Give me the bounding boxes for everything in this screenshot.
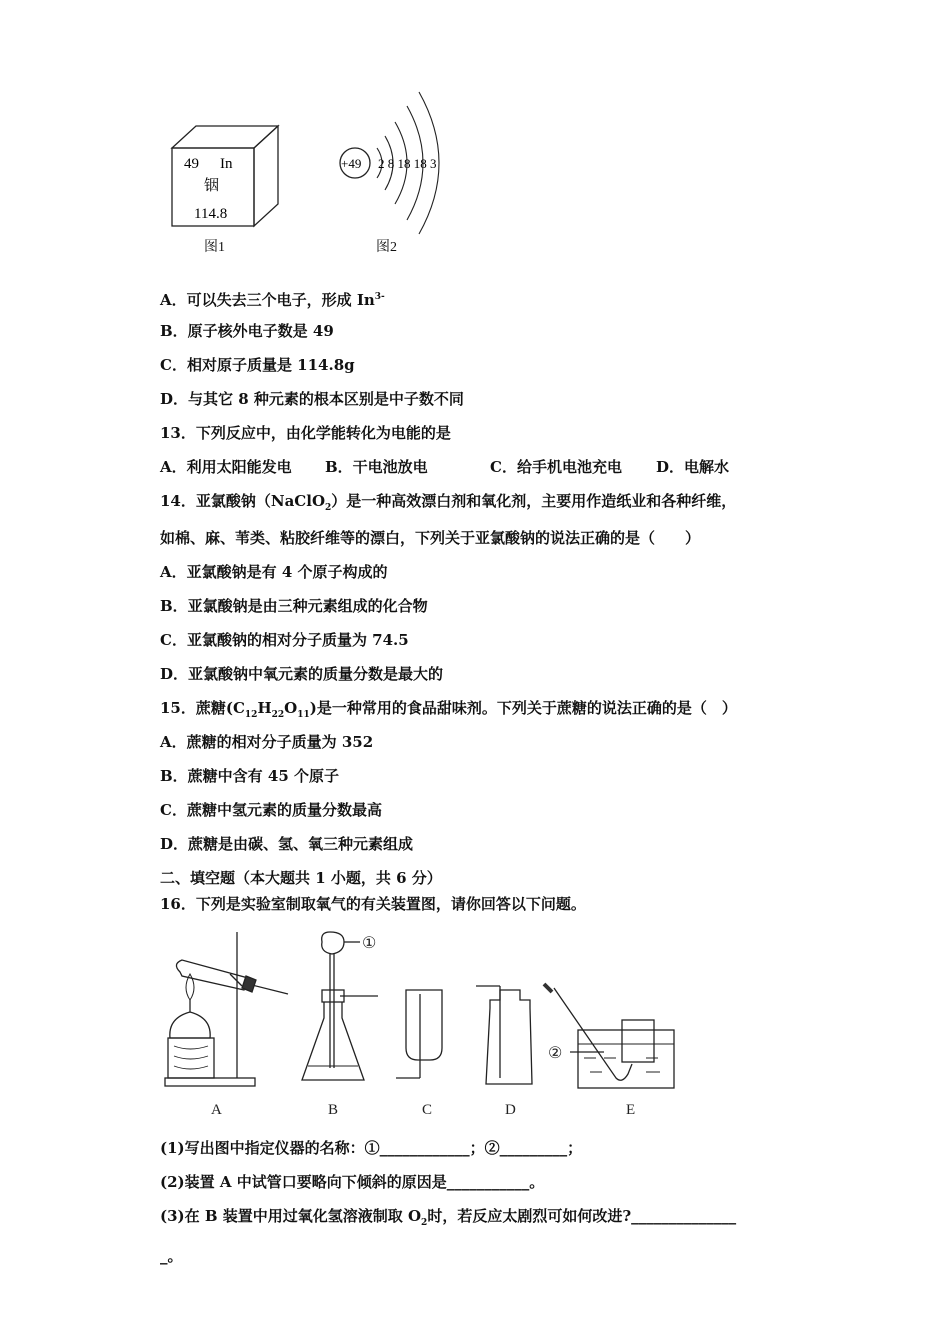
q14-option-b: B．亚氯酸钠是由三种元素组成的化合物 <box>160 597 428 615</box>
cube-top-face <box>172 126 278 148</box>
q16-sub2: (2)装置 A 中试管口要略向下倾斜的原因是___________。 <box>160 1173 545 1191</box>
nucleus-charge: +49 <box>341 156 362 171</box>
q12-option-c: C．相对原子质量是 114.8g <box>160 356 355 374</box>
apparatus-e <box>544 984 674 1088</box>
q14-option-a: A．亚氯酸钠是有 4 个原子构成的 <box>160 563 388 581</box>
bottle-c <box>406 990 442 1060</box>
q13-stem: 13．下列反应中，由化学能转化为电能的是 <box>160 424 451 442</box>
trough <box>578 1030 674 1088</box>
q15-option-c: C．蔗糖中氢元素的质量分数最高 <box>160 801 382 819</box>
q12-option-b: B．原子核外电子数是 49 <box>160 322 334 340</box>
apparatus-b <box>302 932 378 1080</box>
label-d: D <box>505 1102 516 1118</box>
q13-option-d: D．电解水 <box>656 458 730 476</box>
label-c: C <box>422 1102 433 1118</box>
apparatus-a <box>165 932 288 1086</box>
q15-option-a: A．蔗糖的相对分子质量为 352 <box>160 733 374 751</box>
apparatus-figure <box>160 928 690 1120</box>
wood-block <box>168 1038 214 1078</box>
alcohol-lamp <box>170 1012 210 1038</box>
stand-base <box>165 1078 255 1086</box>
q12-option-a: A．可以失去三个电子，形成 $In^{3-}$ <box>160 291 385 309</box>
q14-option-c: C．亚氯酸钠的相对分子质量为 74.5 <box>160 631 409 649</box>
wood-grain <box>174 1046 208 1069</box>
q15-stem: 15．蔗糖$(C_{12}H_{22}O_{11})$是一种常用的食品甜味剂。下列关于蔗糖的说法正确的是（ ） <box>160 699 737 720</box>
apparatus-d <box>476 986 532 1084</box>
element-symbol: In <box>220 156 233 172</box>
tube-e-end <box>544 984 552 992</box>
label-e: E <box>626 1102 636 1118</box>
q16-sub3-continued: _。 <box>160 1247 183 1265</box>
figure-1-caption: 图1 <box>204 240 225 255</box>
q14-stem-line2: 如棉、麻、苇类、粘胶纤维等的漂白，下列关于亚氯酸钠的说法正确的是（ ） <box>160 529 701 547</box>
q15-option-d: D．蔗糖是由碳、氢、氧三种元素组成 <box>160 835 414 853</box>
atomic-mass: 114.8 <box>194 206 228 222</box>
cube-side-face <box>254 126 278 226</box>
section-2-heading: 二、填空题（本大题共 1 小题，共 6 分） <box>160 869 442 887</box>
funnel-bulb <box>322 932 344 954</box>
element-name: 铟 <box>204 178 220 194</box>
q13-option-a: A．利用太阳能发电 <box>160 458 292 476</box>
atomic-number: 49 <box>184 156 199 172</box>
label-b: B <box>328 1102 339 1118</box>
q15-option-b: B．蔗糖中含有 45 个原子 <box>160 767 339 785</box>
label-a: A <box>211 1102 222 1118</box>
q16-stem: 16．下列是实验室制取氧气的有关装置图，请你回答以下问题。 <box>160 895 586 913</box>
element-cell-figure <box>160 120 290 230</box>
mark-2: ② <box>548 1045 563 1062</box>
figure-2-caption: 图2 <box>376 240 397 255</box>
q16-sub1: (1)写出图中指定仪器的名称：①____________；②_________； <box>160 1139 583 1157</box>
mark-1: ① <box>362 935 377 952</box>
apparatus-c <box>396 990 442 1078</box>
collection-bottle <box>622 1020 654 1062</box>
delivery-tube-e <box>554 988 632 1080</box>
q13-option-c: C．给手机电池充电 <box>490 458 622 476</box>
conical-flask <box>302 1002 364 1080</box>
q14-stem-line1: 14．亚氯酸钠（NaClO$_2$）是一种高效漂白剂和氧化剂，主要用作造纸业和各种纤维， <box>160 492 737 513</box>
q12-option-d: D．与其它 8 种元素的根本区别是中子数不同 <box>160 390 464 408</box>
atom-structure-figure <box>335 88 465 236</box>
q14-option-d: D．亚氯酸钠中氧元素的质量分数是最大的 <box>160 665 444 683</box>
bottle-d <box>486 990 532 1084</box>
q13-option-b: B．干电池放电 <box>325 458 428 476</box>
q16-sub3: (3)在 B 装置中用过氧化氢溶液制取 $O_2$时，若反应太剧烈可如何改进?______________ <box>160 1207 737 1228</box>
electron-shell-counts: 2 8 18 18 3 <box>378 156 437 171</box>
